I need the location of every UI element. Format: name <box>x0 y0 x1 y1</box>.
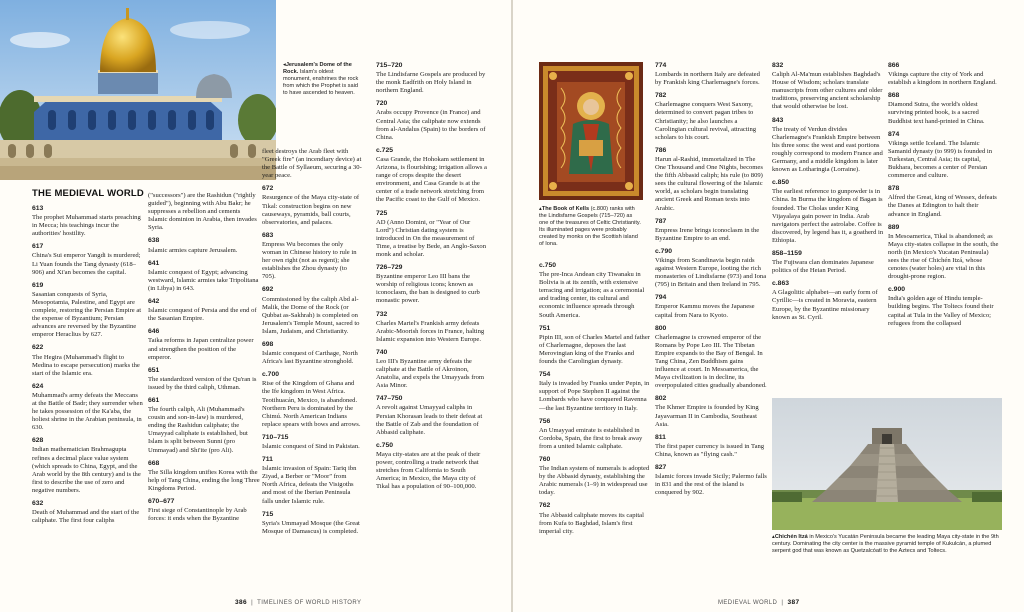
entry-date: 762 <box>539 502 551 510</box>
timeline-entry <box>148 328 260 361</box>
timeline-entry <box>376 264 488 305</box>
entry-date: 732 <box>376 310 388 318</box>
right-footer: MEDIEVAL WORLD | 387 <box>718 599 800 606</box>
entry-text: Pipin III, son of Charles Martel and father of Charlemagne, deposes the last Merovingian king of the Franks and founds the Carolingian dynasty. <box>539 333 650 366</box>
dome-caption <box>283 62 361 97</box>
timeline-column-7 <box>772 62 884 327</box>
entry-date: 683 <box>262 231 274 239</box>
entry-text: The Khmer Empire is founded by King Jayavarman II in Cambodia, Southeast Asia. <box>655 404 759 428</box>
entry-text: Muhammad's army defeats the Meccans at the Battle of Badr; they surrender when he takes possession of the Ka'aba, the holiest shrine in the Arabian peninsula, in 630. <box>32 391 143 432</box>
entry-text: Italy is invaded by Franks under Pepin, in support of Pope Stephen II against the Lombards who have conquered Ravenna—the last Byzantine territory in Italy. <box>539 380 650 412</box>
entry-text: Casa Grande, the Hohokam settlement in Arizona, is flourishing; irrigation allows a range of crops despite the desert environment, and Casa Grande is at the center of a trade network stretching from the Pacific coast to the Gulf of Mexico. <box>376 155 487 204</box>
timeline-entry <box>148 237 260 254</box>
chichen-caption-text: in Mexico's Yucatán Peninsula became the leading Maya city-state in the 9th century. Dominating the city center is the massive pyramid temple of Kukulcán, a plumed serpent god that was known as Quetzalcóatl to the Aztecs and Toltecs. <box>772 534 999 554</box>
entry-date: 641 <box>148 259 160 267</box>
entry-text: The standardized version of the Qu'ran is issued by the third caliph, Uthman. <box>148 375 257 391</box>
entry-date: 638 <box>148 237 160 245</box>
entry-date: 726–729 <box>376 264 403 272</box>
entry-date: 740 <box>376 348 388 356</box>
entry-text: Maya city-states are at the peak of their power, controlling a trade network that stretches from California to South America; in Mexico, the Maya city of Tikal has a population of 90–100,000. <box>376 450 481 491</box>
timeline-entry <box>539 262 651 320</box>
entry-date: 725 <box>376 209 388 217</box>
timeline-entry <box>772 280 884 321</box>
entry-date: 698 <box>262 340 274 348</box>
timeline-entry <box>32 344 144 377</box>
entry-date: c.750 <box>539 262 557 269</box>
left-running-title: TIMELINES OF WORLD HISTORY <box>257 600 362 606</box>
entry-text: The prophet Muhammad starts preaching in Mecca; his teachings incur the authorities' hostility. <box>32 214 141 238</box>
entry-date: 668 <box>148 459 160 467</box>
entry-date: 613 <box>32 205 44 212</box>
entry-date: 832 <box>772 62 784 69</box>
chichen-caption-arrow-icon: ▴ <box>772 534 775 540</box>
timeline-entry <box>148 192 260 232</box>
entry-text: Vikings from Scandinavia begin raids against Western Europe, looting the rich monasteries of Lindisfarne (973) and Iona (795) in Britain and then Ireland in 795. <box>655 256 767 289</box>
entry-text: Rise of the Kingdom of Ghana and the Ife kingdom in West Africa. Teotihuacán, Mexico, is abandoned. Northern Peru is dominated by the Chimú. North American Indians replace spears with bows and arrows. <box>262 380 361 428</box>
entry-text: Taika reforms in Japan centralize power and strengthen the position of the emperor. <box>148 337 254 361</box>
entry-text: Arabs occupy Provence (in France) and Central Asia; the caliphate now extends from al-Andalus (Spain) to the borders of China. <box>376 109 486 141</box>
timeline-column-8 <box>888 62 1000 333</box>
entry-date: 858–1159 <box>772 249 802 257</box>
entry-date: 692 <box>262 286 274 294</box>
entry-date: 794 <box>655 294 667 302</box>
entry-text: Harun al-Rashid, immortalized in The One Thousand and One Nights, becomes the fifth Abbasid caliph; his rule (to 809) sees the cultural flowering of the Islamic world, as scholars begin translating ancient Greek and Roman texts into Arabic. <box>655 155 763 212</box>
right-page <box>513 0 1024 612</box>
timeline-entry <box>655 395 767 428</box>
entry-text: The Lindisfarne Gospels are produced by the monk Eadfrith on Holy Island in northern England. <box>376 71 486 95</box>
entry-text: Resurgence of the Maya city-state of Tikal: construction begins on new causeways, pyramids, ball courts, observatories, and palaces. <box>262 194 360 226</box>
entry-text: Diamond Sutra, the world's oldest surviving printed book, is a sacred Buddhist text hand-printed in China. <box>888 101 985 125</box>
chichen-itza-illustration <box>772 398 1002 530</box>
timeline-entry <box>888 131 1000 181</box>
entry-text: Emperor Kammu moves the Japanese capital from Nara to Kyoto. <box>655 303 755 319</box>
timeline-entry <box>148 498 260 523</box>
entry-date: 760 <box>539 455 551 463</box>
entry-text: The earliest reference to gunpowder is in China. In Burma the kingdom of Bagan is founded. The Cholas under King Vijayalaya gain power in India. Arab navigators perfect the astrolabe. Coffee is discovered, by legend has it, a goatherd in Ethiopia. <box>772 188 884 244</box>
timeline-entry <box>262 148 362 180</box>
timeline-entry <box>376 442 488 492</box>
timeline-column-4 <box>376 62 488 496</box>
entry-date: 642 <box>148 298 160 306</box>
timeline-entry <box>262 371 362 429</box>
entry-text: A Glagolitic alphabet—an early form of Cyrillic—is created in Moravia, eastern Europe, by the Byzantine missionary known as St. Cyril. <box>772 289 878 321</box>
entry-date: 672 <box>262 185 274 193</box>
entry-date: 619 <box>32 281 44 289</box>
entry-date: 786 <box>655 146 667 154</box>
entry-date: 617 <box>32 243 44 251</box>
entry-date: 751 <box>539 324 551 332</box>
entry-date: 651 <box>148 366 160 374</box>
entry-text: Leo III's Byzantine army defeats the caliphate at the Battle of Akroinon, Anatolia, and expels the Umayyads from Asia Minor. <box>376 358 485 390</box>
timeline-entry <box>888 92 1000 125</box>
timeline-entry <box>148 397 260 455</box>
left-page <box>0 0 511 612</box>
entry-date: 756 <box>539 417 551 425</box>
entry-text: The Fujiwara clan dominates Japanese politics of the Heian Period. <box>772 259 874 275</box>
entry-date: c.850 <box>772 179 790 187</box>
right-page-number: 387 <box>787 599 800 606</box>
entry-text: Empress Wu becomes the only woman in Chinese history to rule in her own right (not as regent); she establishes the Zhou dynasty (to 705). <box>262 240 357 281</box>
timeline-entry <box>772 179 884 245</box>
timeline-entry <box>376 100 488 141</box>
entry-text: Byzantine emperor Leo III bans the worship of religious icons; known as iconoclasm, the ban is designed to curb monastic power. <box>376 273 480 305</box>
entry-date: 628 <box>32 437 44 445</box>
left-page-number: 386 <box>235 599 248 606</box>
entry-text: AD (Anno Domini, or "Year of Our Lord") Christian dating system is introduced in On the measurement of Time, a treatise by Bede, an Anglo-Saxon monk and scholar. <box>376 218 487 258</box>
dome-caption-text: Islam's oldest monument, enshrines the rock from which the Prophet is said to have ascended to heaven. <box>283 69 359 96</box>
entry-text: Charlemagne conquers West Saxony, determined to convert pagan tribes to Christianity; he also launches a Carolingian cultural revival, attracting scholars to his court. <box>655 101 757 141</box>
entry-text: Empress Irene brings iconoclasm in the Byzantine Empire to an end. <box>655 226 760 242</box>
timeline-entry <box>888 224 1000 282</box>
entry-date: 787 <box>655 217 667 225</box>
entry-text: Death of Muhammad and the start of the caliphate. The first four caliphs <box>32 509 140 525</box>
dome-of-the-rock-photo <box>0 0 276 180</box>
dome-caption-title: Jerusalem's Dome of the Rock. <box>283 62 352 75</box>
timeline-entry <box>772 117 884 175</box>
chichen-caption-title: Chichén Itzá <box>774 534 808 540</box>
entry-text: The Indian system of numerals is adopted by the Abbasid dynasty, establishing the Arabic numerals (1–9) in widespread use today. <box>539 465 650 497</box>
timeline-entry <box>32 383 144 433</box>
timeline-entry <box>148 460 260 493</box>
entry-text: Charles Martel's Frankish army defeats Arabic-Moorish forces in France, halting Islamic expansion into Western Europe. <box>376 319 485 343</box>
timeline-entry <box>262 511 362 536</box>
entry-text: Islamic armies capture Jerusalem. <box>148 246 238 254</box>
entry-date: 622 <box>32 344 44 352</box>
entry-text: In Mesoamerica, Tikal is abandoned; as Maya city-states collapse in the south, the north (in Mexico's Yucatan Peninsula) sees the rise of Chichén Itzá, whose cenotes (water holes) are vital in this drought-prone region. <box>888 232 999 281</box>
entry-text: Islamic forces invade Sicily; Palermo falls in 831 and the rest of the island is conquered by 902. <box>655 473 767 497</box>
entry-text: fleet destroys the Arab fleet with "Greek fire" (an incendiary device) at the Battle of Syllaeum, securing a 30-year peace. <box>262 148 362 180</box>
section-title: THE MEDIEVAL WORLD <box>32 188 144 199</box>
entry-date: 774 <box>655 62 667 69</box>
timeline-entry <box>376 311 488 344</box>
entry-date: 866 <box>888 62 900 69</box>
timeline-entry <box>772 62 884 112</box>
timeline-entry <box>148 260 260 293</box>
chichen-caption <box>772 534 1004 555</box>
timeline-entry <box>262 456 362 506</box>
entry-text: Vikings settle Iceland. The Islamic Samanid dynasty (to 999) is founded in Turkestan, Central Asia; its capital, Bukhara, becomes a center of Persian commerce and culture. <box>888 139 993 180</box>
timeline-entry <box>262 434 362 451</box>
entry-text: The pre-Inca Andean city Tiwanaku in Bolivia is at its zenith, with extensive terracing and irrigation; as a ceremonial and trading center, its cultural and economic influence spreads through South America. <box>539 271 645 319</box>
timeline-column-2 <box>148 192 260 528</box>
entry-text: The Abbasid caliphate moves its capital from Kufa to Baghdad, Islam's first imperial city. <box>539 511 644 535</box>
entry-text: Islamic conquest of Carthage, North Africa's last Byzantine stronghold. <box>262 350 358 366</box>
timeline-entry <box>539 418 651 451</box>
entry-date: 715–720 <box>376 62 403 69</box>
entry-text: The Hegira (Muhammad's flight to Medina to escape persecution) marks the start of the Islamic era. <box>32 353 140 377</box>
timeline-entry <box>32 500 144 525</box>
entry-text: Islamic conquest of Sind in Pakistan. <box>262 443 360 450</box>
entry-text: The first paper currency is issued in Tang China, known as "flying cash." <box>655 442 765 458</box>
entry-text: The Silla kingdom unifies Korea with the help of Tang China, ending the long Three Kingdoms Period. <box>148 468 260 492</box>
entry-date: c.700 <box>262 371 280 379</box>
book-of-kells-illustration <box>539 62 643 200</box>
entry-date: 711 <box>262 456 273 464</box>
timeline-entry <box>888 185 1000 218</box>
timeline-entry <box>376 210 488 260</box>
entry-text: Indian mathematician Brahmagupta refines a decimal place value system (which spreads to China, Egypt, and the Arab world by the 8th century) and is the first to describe the use of zero and negative numbers. <box>32 446 141 494</box>
entry-text: Islamic invasion of Spain: Tariq ibn Ziyad, a Berber or "Moor" from North Africa, defeats the Visigoths and most of the Iberian Peninsula falls under Islamic rule. <box>262 465 357 505</box>
timeline-entry <box>376 147 488 205</box>
entry-text: The fourth caliph, Ali (Muhammad's cousin and son-in-law) is murdered, ending the Rashidun caliphate; the Umayyad caliphate is established, but Islam is split between Sunni (pro Ummayad) and Shi'ite (pro Ali). <box>148 406 248 454</box>
timeline-entry <box>655 464 767 497</box>
entry-date: 802 <box>655 395 667 403</box>
entry-date: 715 <box>262 510 274 518</box>
timeline-entry <box>888 286 1000 327</box>
timeline-entry <box>539 325 651 366</box>
entry-date: 878 <box>888 185 900 193</box>
timeline-entry <box>32 205 144 238</box>
entry-text: Islamic conquest of Egypt; advancing westward, Islamic armies take Tripolitana (in Libya) in 643. <box>148 268 259 292</box>
entry-date: 889 <box>888 223 900 231</box>
entry-text: First siege of Constantinople by Arab forces: it ends when the Byzantine <box>148 507 247 523</box>
entry-date: c.790 <box>655 247 673 255</box>
entry-text: An Umayyad emirate is established in Cordoba, Spain, the first to break away from a united Islamic caliphate. <box>539 426 643 450</box>
entry-text: India's golden age of Hindu temple-building begins. The Toltecs found their capital at Tula in the Valley of Mexico; refugees from the collapsed <box>888 295 994 327</box>
kells-caption-title: The Book of Kells <box>541 206 590 212</box>
timeline-entry <box>539 371 651 412</box>
timeline-column-1 <box>32 205 144 530</box>
entry-date: 811 <box>655 433 666 441</box>
kells-caption-arrow-icon: ▴ <box>539 206 542 212</box>
timeline-entry <box>655 294 767 319</box>
entry-text: Alfred the Great, king of Wessex, defeats the Danes at Edington to halt their advance in England. <box>888 194 997 218</box>
timeline-entry <box>888 62 1000 87</box>
entry-date: 800 <box>655 324 667 332</box>
entry-text: Vikings capture the city of York and establish a kingdom in northern England. <box>888 71 997 87</box>
entry-date: 782 <box>655 92 667 100</box>
timeline-entry <box>376 349 488 390</box>
timeline-column-5 <box>539 262 651 541</box>
timeline-entry <box>539 502 651 535</box>
timeline-entry <box>376 395 488 436</box>
entry-text: Sasanian conquests of Syria, Mesopotamia, Palestine, and Egypt are complete, restoring the Persian Empire at the expense of Byzantium; Persian advances are reversed by the Byzantine emperor Heraclius by 627. <box>32 290 142 339</box>
timeline-entry <box>655 325 767 391</box>
entry-date: 827 <box>655 464 667 472</box>
entry-text: A revolt against Umayyad caliphs in Persian Khorasan leads to their defeat at the Battle of Zab and the foundation of Abbasid caliphate. <box>376 404 483 436</box>
timeline-entry <box>262 341 362 366</box>
entry-date: 843 <box>772 116 784 124</box>
book-of-kells-photo <box>539 62 643 200</box>
chichen-itza-photo <box>772 398 1002 530</box>
entry-text: ("successors") are the Rashidun ("rightly guided"), beginning with Abu Bakr; he suppresses a rebellion and cements Islamic dominion in Arabia, then invades Syria. <box>148 192 257 232</box>
entry-text: Caliph Al-Ma'mun establishes Baghdad's House of Wisdom; scholars translate manuscripts from other cultures and older traditions, preserving ancient scholarship that would otherwise be lost. <box>772 71 883 111</box>
entry-text: The treaty of Verdun divides Charlemagne's Frankish Empire between his three sons: the west and east portions roughly correspond to modern France and Germany, and a middle kingdom is later known as Lotharingia (Lorraine). <box>772 125 883 174</box>
entry-date: 632 <box>32 500 44 507</box>
entry-text: Charlemagne is crowned emperor of the Romans by Pope Leo III. The Tibetan Empire expands to the Bay of Bengal. In Tang China, Zen Buddhism gains influence at court. In Mesoamerica, the Maya civilization is in decline, its overpopulated cities gradually abandoned. <box>655 333 767 390</box>
entry-date: 670–677 <box>148 498 175 505</box>
dome-of-the-rock-illustration <box>0 0 276 180</box>
entry-date: 747–750 <box>376 395 403 403</box>
timeline-entry <box>772 250 884 275</box>
timeline-entry <box>148 367 260 392</box>
kells-caption-text: (c.800) ranks with the Lindisfarne Gospels (715–720) as one of the treasures of Celtic Christianity. Its illuminated pages were probably created by monks on the Scottish island of Iona. <box>539 206 641 247</box>
timeline-entry <box>655 147 767 213</box>
entry-date: c.900 <box>888 286 906 294</box>
timeline-entry <box>32 243 144 276</box>
entry-date: 661 <box>148 396 160 404</box>
timeline-entry <box>655 248 767 289</box>
timeline-column-3 <box>262 148 362 541</box>
entry-date: c.750 <box>376 441 394 449</box>
timeline-entry <box>262 232 362 282</box>
timeline-entry <box>262 286 362 336</box>
entry-date: 710–715 <box>262 433 289 441</box>
entry-text: China's Sui emperor Yangdi is murdered; Li Yuan founds the Tang dynasty (618–906) and Xi'an becomes the capital. <box>32 252 141 276</box>
timeline-entry <box>539 456 651 497</box>
kells-caption <box>539 206 643 248</box>
entry-text: Lombards in northern Italy are defeated by Frankish king Charlemagne's forces. <box>655 71 760 87</box>
entry-text: Commissioned by the caliph Abd al-Malik, the Dome of the Rock (or Qubbat as-Sakhrah) is completed on Jerusalem's Temple Mount, sacred to Islam, Judaism, and Christianity. <box>262 295 360 335</box>
timeline-entry <box>148 298 260 323</box>
timeline-entry <box>655 62 767 87</box>
timeline-entry <box>655 434 767 459</box>
entry-date: 624 <box>32 382 44 390</box>
entry-date: 720 <box>376 100 388 108</box>
entry-date: c.863 <box>772 280 790 288</box>
timeline-entry <box>262 185 362 226</box>
entry-date: c.725 <box>376 146 394 154</box>
entry-date: 646 <box>148 328 160 336</box>
timeline-entry <box>32 437 144 495</box>
timeline-entry <box>655 92 767 142</box>
left-footer: 386 | TIMELINES OF WORLD HISTORY <box>235 599 362 606</box>
entry-text: Islamic conquest of Persia and the end of the Sasanian Empire. <box>148 307 257 323</box>
timeline-entry <box>376 62 488 95</box>
entry-date: 868 <box>888 92 900 100</box>
right-running-title: MEDIEVAL WORLD <box>718 600 778 606</box>
timeline-column-6 <box>655 62 767 502</box>
entry-text: Syria's Ummayad Mosque (the Great Mosque of Damascus) is completed. <box>262 519 360 535</box>
timeline-entry <box>32 282 144 340</box>
entry-date: 754 <box>539 371 551 379</box>
dome-caption-arrow-icon: ◂ <box>283 62 286 68</box>
entry-date: 874 <box>888 130 900 138</box>
timeline-entry <box>655 218 767 243</box>
